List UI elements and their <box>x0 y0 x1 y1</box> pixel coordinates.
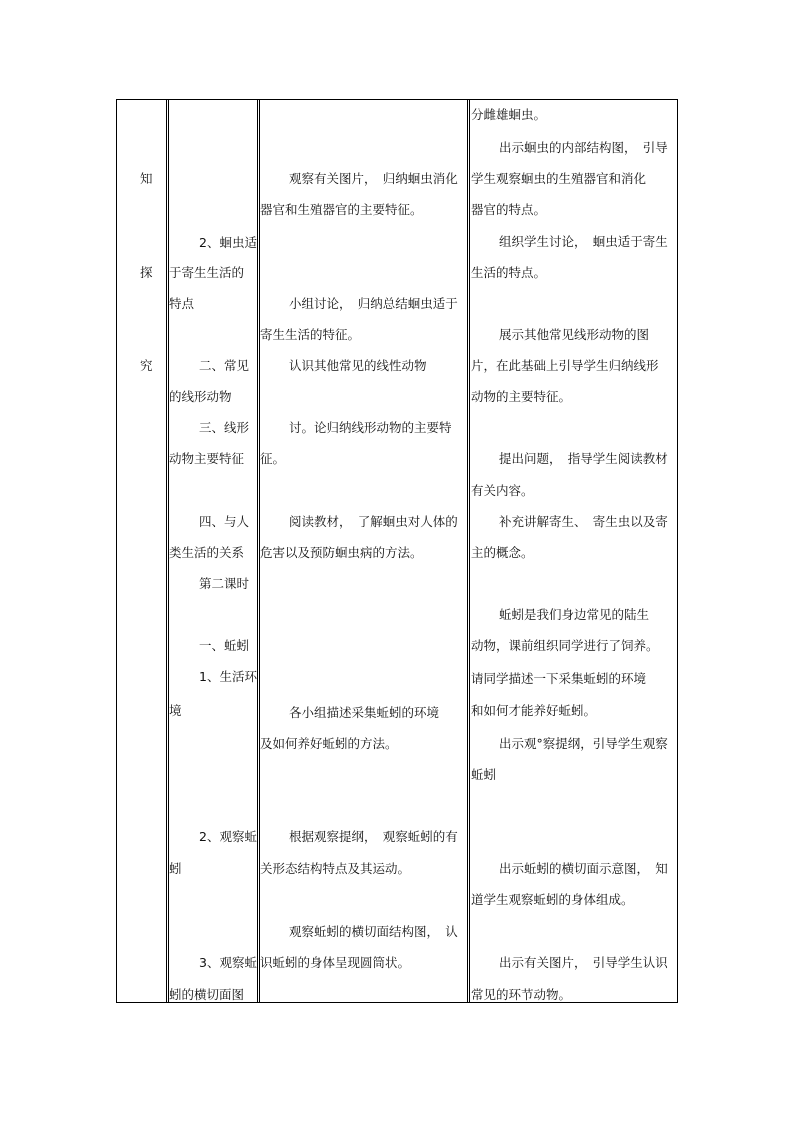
side-label-char: 知 <box>140 171 153 186</box>
teacher-line: 提出问题， 指导学生阅读教材 <box>499 451 668 466</box>
teacher-line: 片，在此基础上引导学生归纳线形 <box>471 358 659 373</box>
student-line: 认识其他常见的线性动物 <box>289 358 427 373</box>
topic-line: 的线形动物 <box>169 389 232 404</box>
teacher-line: 动物的主要特征。 <box>471 389 572 404</box>
topic-line: 2、蛔虫适 <box>199 235 257 250</box>
student-line: 征。 <box>260 451 286 466</box>
teacher-line: 组织学生讨论， 蛔虫适于寄生 <box>499 234 668 249</box>
student-line: 阅读教材， 了解蛔虫对人体的 <box>289 514 458 529</box>
teacher-line: 常见的环节动物。 <box>471 987 572 1002</box>
student-line: 器官和生殖器官的主要特征。 <box>260 202 423 217</box>
teacher-line: 主的概念。 <box>471 545 534 560</box>
student-line: 关形态结构特点及其运动。 <box>260 861 411 876</box>
topic-line: 1、生活环 <box>199 669 257 684</box>
teacher-line: 蚯蚓 <box>471 767 497 782</box>
student-line: 观察有关图片， 归纳蛔虫消化 <box>289 171 458 186</box>
teacher-line: 展示其他常见线形动物的图 <box>499 327 650 342</box>
teacher-line: 蚯蚓是我们身边常见的陆生 <box>499 607 650 622</box>
topic-line: 二、常见 <box>199 358 250 373</box>
student-line: 危害以及预防蛔虫病的方法。 <box>260 545 423 560</box>
student-line: 各小组描述采集蚯蚓的环境 <box>289 705 440 720</box>
teacher-line: 道学生观察蚯蚓的身体组成。 <box>471 892 634 907</box>
topic-line: 四、与人 <box>199 514 250 529</box>
teacher-line: 和如何才能养好蚯蚓。 <box>471 703 597 718</box>
student-line: 寄生生活的特征。 <box>260 327 361 342</box>
topic-line: 3、观察蚯 <box>199 955 257 970</box>
teacher-line: 器官的特点。 <box>471 202 547 217</box>
topic-line: 境 <box>169 703 182 718</box>
topic-line: 特点 <box>169 296 195 311</box>
teacher-line: 出示蚯蚓的横切面示意图， 知 <box>499 861 668 876</box>
student-line: 及如何养好蚯蚓的方法。 <box>260 736 398 751</box>
teacher-line: 动物，课前组织同学进行了饲养。 <box>471 638 659 653</box>
topic-line: 一、蚯蚓 <box>199 638 250 653</box>
side-label-char: 究 <box>140 358 153 373</box>
topic-line: 蚓 <box>169 861 182 876</box>
student-line: 观察蚯蚓的横切面结构图， 认 <box>289 924 458 939</box>
teacher-line: 生活的特点。 <box>471 265 547 280</box>
topic-line: 于寄生生活的 <box>169 265 245 280</box>
topic-line: 蚓的横切面图 <box>169 987 245 1002</box>
teacher-line: 请同学描述一下采集蚯蚓的环境 <box>471 671 647 686</box>
topic-line: 类生活的关系 <box>169 545 245 560</box>
topic-line: 2、观察蚯 <box>199 829 257 844</box>
teacher-line: 补充讲解寄生、 寄生虫以及寄 <box>499 514 668 529</box>
student-line: 识蚯蚓的身体呈现圆筒状。 <box>260 955 411 970</box>
student-line: 根据观察提纲， 观察蚯蚓的有 <box>289 829 458 844</box>
teacher-line: 出示蛔虫的内部结构图， 引导 <box>499 140 668 155</box>
teacher-line: 有关内容。 <box>471 483 534 498</box>
teacher-line: 分雌雄蛔虫。 <box>471 107 547 122</box>
column-divider-3 <box>467 99 470 1003</box>
topic-line: 三、线形 <box>199 420 250 435</box>
student-line: 小组讨论， 归纳总结蛔虫适于 <box>289 296 458 311</box>
topic-line: 第二课时 <box>199 576 250 591</box>
topic-line: 动物主要特征 <box>169 451 245 466</box>
student-line: 讨。论归纳线形动物的主要特 <box>289 420 452 435</box>
teacher-line: 出示观°察提纲，引导学生观察 <box>499 736 668 751</box>
side-label-char: 探 <box>140 265 153 280</box>
teacher-line: 出示有关图片， 引导学生认识 <box>499 955 668 970</box>
teacher-line: 学生观察蛔虫的生殖器官和消化 <box>471 171 647 186</box>
